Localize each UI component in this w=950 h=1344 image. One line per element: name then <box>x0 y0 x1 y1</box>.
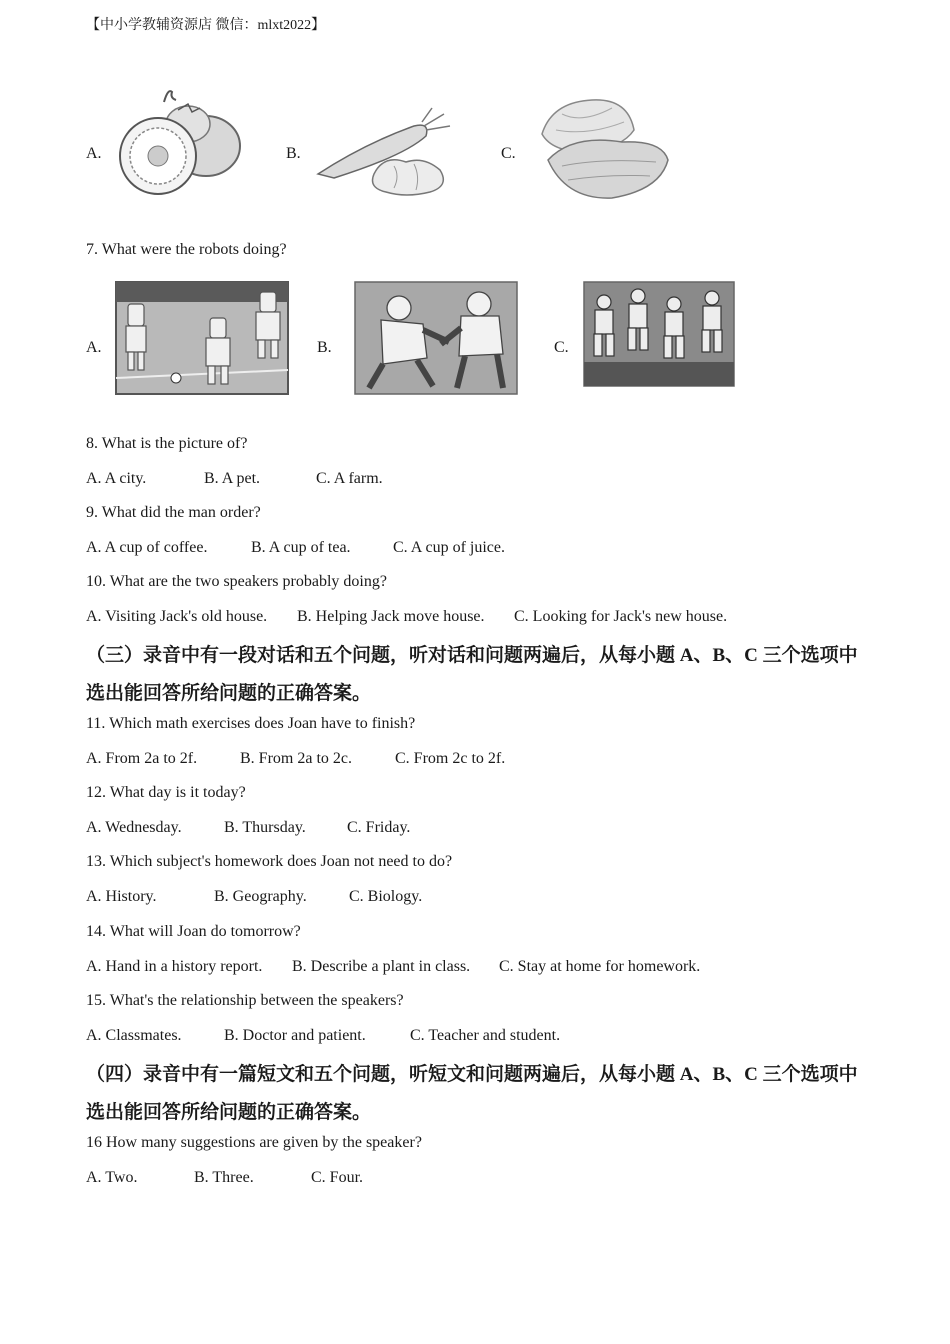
robots-fighting-icon <box>353 280 519 396</box>
q7-option-c-letter: C. <box>554 339 569 356</box>
q14-option-b: B. Describe a plant in class. <box>292 958 471 975</box>
q10-option-a: A. Visiting Jack's old house. <box>86 608 268 625</box>
robots-soccer-icon <box>114 278 290 396</box>
q15-option-c: C. Teacher and student. <box>410 1027 561 1044</box>
q16-question: 16 How many suggestions are given by the speaker? <box>86 1134 422 1151</box>
q16-option-a: A. Two. <box>86 1169 138 1186</box>
q13-question: 13. Which subject's homework does Joan not need to do? <box>86 853 453 870</box>
q7-option-a-letter: A. <box>86 339 102 356</box>
q12-option-b: B. Thursday. <box>224 819 306 836</box>
q14-option-c: C. Stay at home for homework. <box>499 958 701 975</box>
q11-option-b: B. From 2a to 2c. <box>240 750 352 767</box>
q16-option-c: C. Four. <box>311 1169 364 1186</box>
q10-option-b: B. Helping Jack move house. <box>297 608 485 625</box>
q15-question: 15. What's the relationship between the speakers? <box>86 992 404 1009</box>
q12-option-a: A. Wednesday. <box>86 819 182 836</box>
robots-dancing-icon <box>582 280 736 388</box>
q7-question: 7. What were the robots doing? <box>86 241 287 258</box>
q6-option-b-letter: B. <box>286 145 301 162</box>
q11-option-a: A. From 2a to 2f. <box>86 750 198 767</box>
tomato-icon <box>116 84 246 199</box>
q6-option-a-letter: A. <box>86 145 102 162</box>
q6-option-c-letter: C. <box>501 145 516 162</box>
header-watermark: 【中小学教辅资源店 微信：mlxt2022】 <box>86 18 326 33</box>
q11-question: 11. Which math exercises does Joan have to finish? <box>86 715 416 732</box>
q12-option-c: C. Friday. <box>347 819 411 836</box>
q14-question: 14. What will Joan do tomorrow? <box>86 923 301 940</box>
q8-option-a: A. A city. <box>86 470 147 487</box>
q10-question: 10. What are the two speakers probably doing? <box>86 573 387 590</box>
section-4-instruction-line2: 选出能回答所给问题的正确答案。 <box>86 1102 372 1123</box>
q11-option-c: C. From 2c to 2f. <box>395 750 506 767</box>
section-3-instruction-line2: 选出能回答所给问题的正确答案。 <box>86 683 372 704</box>
q7-option-b-letter: B. <box>317 339 332 356</box>
q14-option-a: A. Hand in a history report. <box>86 958 263 975</box>
section-3-instruction-line1: （三）录音中有一段对话和五个问题，听对话和问题两遍后，从每小题 A、B、C 三个选项中 <box>86 645 858 666</box>
q9-question: 9. What did the man order? <box>86 504 261 521</box>
q8-option-c: C. A farm. <box>316 470 383 487</box>
q15-option-b: B. Doctor and patient. <box>224 1027 366 1044</box>
q15-option-a: A. Classmates. <box>86 1027 182 1044</box>
q13-option-b: B. Geography. <box>214 888 307 905</box>
q13-option-c: C. Biology. <box>349 888 423 905</box>
q8-option-b: B. A pet. <box>204 470 261 487</box>
carrot-ginger-icon <box>314 104 454 200</box>
q9-option-c: C. A cup of juice. <box>393 539 505 556</box>
section-4-instruction-line1: （四）录音中有一篇短文和五个问题，听短文和问题两遍后，从每小题 A、B、C 三个选项中 <box>86 1064 858 1085</box>
q12-question: 12. What day is it today? <box>86 784 246 801</box>
q16-option-b: B. Three. <box>194 1169 254 1186</box>
q9-option-b: B. A cup of tea. <box>251 539 351 556</box>
q10-option-c: C. Looking for Jack's new house. <box>514 608 728 625</box>
cabbage-icon <box>532 94 672 204</box>
q8-question: 8. What is the picture of? <box>86 435 248 452</box>
q9-option-a: A. A cup of coffee. <box>86 539 208 556</box>
q13-option-a: A. History. <box>86 888 157 905</box>
